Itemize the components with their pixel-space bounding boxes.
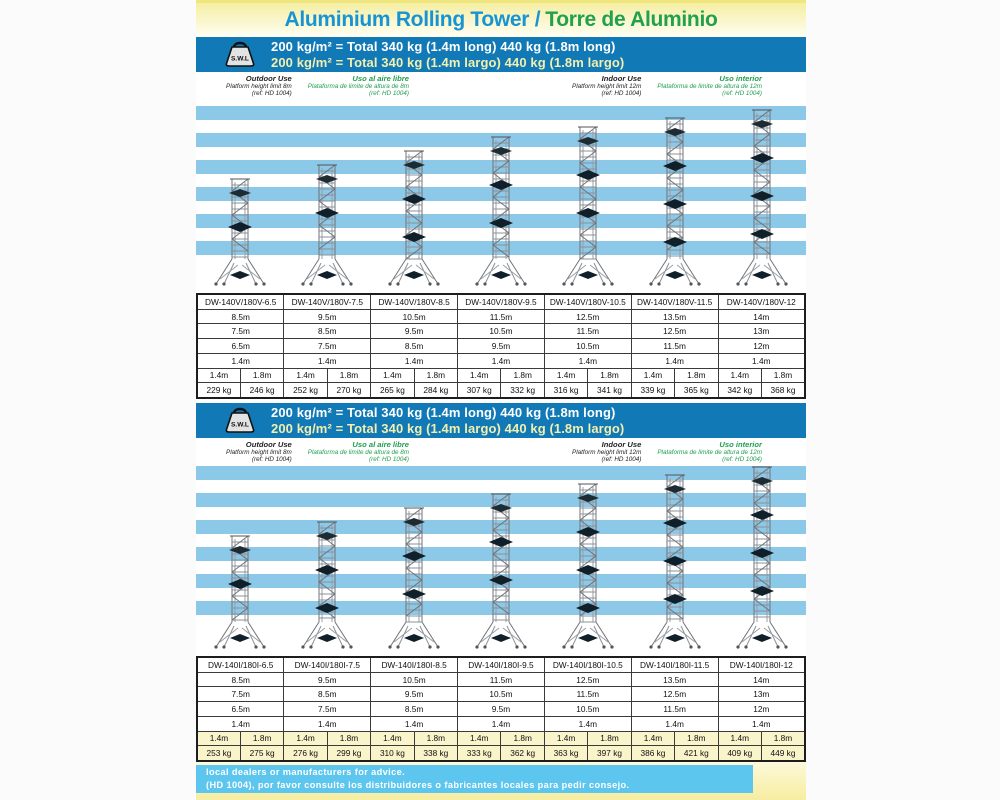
swl-line-es: 200 kg/m² = Total 340 kg (1.4m largo) 440 kg (1.8m largo) (271, 420, 625, 436)
model-cell: DW-140V/180V-12 (718, 294, 805, 309)
height-cell: 1.4m (458, 353, 545, 368)
weight-cell: 362 kg (501, 746, 544, 761)
platform-length-cell: 1.4m (197, 731, 240, 746)
height-cell: 6.5m (197, 339, 284, 354)
tower-illustration (555, 480, 621, 655)
height-cell: 8.5m (284, 687, 371, 702)
platform-length-cell: 1.8m (675, 731, 718, 746)
height-cell: 10.5m (371, 309, 458, 324)
height-cell: 11.5m (631, 339, 718, 354)
height-cell: 1.4m (718, 716, 805, 731)
platform-length-cell: 1.8m (588, 731, 631, 746)
tower-illustration (381, 504, 447, 655)
outdoor-use-label-en: Outdoor Use Platform height limit 8m (ref: HD 1004) (226, 74, 292, 97)
weight-cell: 386 kg (631, 746, 674, 761)
weight-cell: 332 kg (501, 383, 544, 398)
swl-bar-2 (196, 403, 806, 438)
model-cell: DW-140I/180I-8.5 (371, 657, 458, 672)
height-cell: 9.5m (284, 309, 371, 324)
height-cell: 1.4m (718, 353, 805, 368)
height-cell: 12.5m (631, 687, 718, 702)
height-cell: 10.5m (544, 339, 631, 354)
swl-text (271, 405, 624, 436)
weight-cell: 276 kg (284, 746, 327, 761)
weight-cell: 449 kg (761, 746, 805, 761)
platform-length-cell: 1.4m (458, 731, 501, 746)
weight-cell: 253 kg (197, 746, 240, 761)
platform-length-cell: 1.8m (327, 731, 370, 746)
height-cell: 12m (718, 702, 805, 717)
model-cell: DW-140I/180I-11.5 (631, 657, 718, 672)
outdoor-use-label-es: Uso al aire libre Plataforma de limite de altura de 8m (ref: HD 1004) (307, 74, 409, 97)
swl-text (271, 39, 624, 70)
height-cell: 1.4m (284, 353, 371, 368)
height-row (197, 309, 805, 324)
weight-cell: 333 kg (458, 746, 501, 761)
height-cell: 12.5m (544, 672, 631, 687)
model-cell: DW-140I/180I-9.5 (458, 657, 545, 672)
platform-length-row (197, 368, 805, 383)
page-title-es: Torre de Aluminio (545, 8, 718, 31)
platform-length-cell: 1.4m (371, 731, 414, 746)
height-cell: 11.5m (458, 309, 545, 324)
swl-line-es: 200 kg/m² = Total 340 kg (1.4m largo) 440 kg (1.8m largo) (271, 54, 625, 70)
height-row (197, 702, 805, 717)
height-cell: 13.5m (631, 672, 718, 687)
platform-length-cell: 1.8m (761, 368, 805, 383)
height-cell: 11.5m (631, 702, 718, 717)
weight-cell: 421 kg (675, 746, 718, 761)
indoor-use-label-en: Indoor Use Platform height limit 12m (ref: HD 1004) (572, 74, 642, 97)
page-title (196, 0, 806, 37)
height-cell: 11.5m (544, 324, 631, 339)
weight-cell: 299 kg (327, 746, 370, 761)
height-row (197, 672, 805, 687)
height-cell: 1.4m (197, 353, 284, 368)
model-row (197, 294, 805, 309)
tower-illustration (555, 123, 621, 292)
platform-length-cell: 1.8m (414, 731, 457, 746)
tower-illustration (381, 147, 447, 292)
model-cell: DW-140V/180V-6.5 (197, 294, 284, 309)
platform-length-cell: 1.8m (588, 368, 631, 383)
weight-cell: 409 kg (718, 746, 761, 761)
weight-cell: 363 kg (544, 746, 587, 761)
height-cell: 1.4m (631, 716, 718, 731)
platform-length-cell: 1.8m (675, 368, 718, 383)
height-row (197, 324, 805, 339)
height-cell: 10.5m (544, 702, 631, 717)
height-cell: 7.5m (284, 339, 371, 354)
weight-cell: 284 kg (414, 383, 457, 398)
height-row (197, 339, 805, 354)
indoor-use-label-es: Uso interior Plataforma de limite de altura de 12m (ref: HD 1004) (657, 440, 762, 463)
height-cell: 11.5m (544, 687, 631, 702)
platform-length-cell: 1.8m (761, 731, 805, 746)
weight-cell: 310 kg (371, 746, 414, 761)
platform-length-cell: 1.4m (718, 368, 761, 383)
platform-length-cell: 1.4m (544, 731, 587, 746)
platform-length-cell: 1.8m (501, 731, 544, 746)
model-cell: DW-140V/180V-10.5 (544, 294, 631, 309)
weight-cell: 342 kg (718, 383, 761, 398)
swl-line-en: 200 kg/m² = Total 340 kg (1.4m long) 440 kg (1.8m long) (271, 405, 616, 420)
platform-length-row (197, 731, 805, 746)
height-cell: 13.5m (631, 309, 718, 324)
tower-illustration (468, 133, 534, 292)
tower-illustration (642, 114, 708, 292)
height-cell: 1.4m (284, 716, 371, 731)
tower-illustration (294, 161, 360, 292)
weight-cell: 365 kg (675, 383, 718, 398)
height-cell: 9.5m (371, 324, 458, 339)
height-row (197, 687, 805, 702)
usage-labels-2 (196, 438, 806, 466)
height-cell: 11.5m (458, 672, 545, 687)
weight-cell: 339 kg (631, 383, 674, 398)
indoor-use-label-en: Indoor Use Platform height limit 12m (ref: HD 1004) (572, 440, 642, 463)
height-cell: 9.5m (458, 702, 545, 717)
height-cell: 8.5m (371, 702, 458, 717)
outdoor-use-label-es: Uso al aire libre Plataforma de limite de altura de 8m (ref: HD 1004) (307, 440, 409, 463)
footer-line-en: local dealers or manufacturers for advice. (206, 767, 406, 777)
platform-length-cell: 1.4m (371, 368, 414, 383)
height-cell: 12.5m (631, 324, 718, 339)
model-cell: DW-140I/180I-7.5 (284, 657, 371, 672)
height-cell: 9.5m (371, 687, 458, 702)
height-cell: 1.4m (544, 353, 631, 368)
height-cell: 9.5m (458, 339, 545, 354)
height-cell: 10.5m (458, 687, 545, 702)
model-cell: DW-140I/180I-6.5 (197, 657, 284, 672)
weight-cell: 229 kg (197, 383, 240, 398)
height-cell: 7.5m (197, 687, 284, 702)
model-cell: DW-140I/180I-12 (718, 657, 805, 672)
weight-cell: 397 kg (588, 746, 631, 761)
spec-table-wrap-1 (196, 293, 806, 399)
platform-length-cell: 1.4m (284, 731, 327, 746)
tower-illustration (729, 466, 795, 655)
platform-length-cell: 1.4m (197, 368, 240, 383)
height-cell: 1.4m (544, 716, 631, 731)
height-cell: 14m (718, 672, 805, 687)
usage-labels-1 (196, 72, 806, 106)
tower-illustration (468, 490, 534, 655)
height-cell: 8.5m (197, 309, 284, 324)
model-row (197, 657, 805, 672)
model-cell: DW-140V/180V-11.5 (631, 294, 718, 309)
page-body (196, 0, 806, 800)
platform-length-cell: 1.8m (501, 368, 544, 383)
footer-note (196, 765, 753, 793)
platform-length-cell: 1.8m (414, 368, 457, 383)
height-cell: 7.5m (197, 324, 284, 339)
outdoor-use-label-en: Outdoor Use Platform height limit 8m (ref: HD 1004) (226, 440, 292, 463)
height-row (197, 716, 805, 731)
model-cell: DW-140V/180V-7.5 (284, 294, 371, 309)
tower-illustration (294, 518, 360, 655)
spec-table (196, 656, 806, 762)
model-cell: DW-140V/180V-9.5 (458, 294, 545, 309)
weight-cell: 270 kg (327, 383, 370, 398)
page-title-en: Aluminium Rolling Tower / (284, 8, 541, 31)
model-cell: DW-140V/180V-8.5 (371, 294, 458, 309)
height-cell: 9.5m (284, 672, 371, 687)
height-cell: 6.5m (197, 702, 284, 717)
weight-cell: 252 kg (284, 383, 327, 398)
height-cell: 7.5m (284, 702, 371, 717)
height-cell: 1.4m (631, 353, 718, 368)
swl-weight-icon (220, 406, 260, 436)
footer-line-es: (HD 1004), por favor consulte los distribuidores o fabricantes locales para pedir consejo. (206, 780, 630, 790)
height-cell: 1.4m (197, 716, 284, 731)
platform-length-cell: 1.8m (240, 731, 283, 746)
height-cell: 8.5m (197, 672, 284, 687)
swl-weight-icon (220, 40, 260, 70)
swl-bar-1 (196, 37, 806, 72)
weight-cell: 341 kg (588, 383, 631, 398)
platform-length-cell: 1.4m (631, 368, 674, 383)
height-cell: 14m (718, 309, 805, 324)
weight-cell: 246 kg (240, 383, 283, 398)
model-cell: DW-140I/180I-10.5 (544, 657, 631, 672)
swl-icon-label: S.W.L (231, 55, 249, 62)
platform-length-cell: 1.8m (327, 368, 370, 383)
weight-cell: 307 kg (458, 383, 501, 398)
platform-length-cell: 1.4m (458, 368, 501, 383)
weight-cell: 316 kg (544, 383, 587, 398)
height-cell: 1.4m (371, 353, 458, 368)
weight-cell: 338 kg (414, 746, 457, 761)
weight-cell: 265 kg (371, 383, 414, 398)
height-cell: 8.5m (371, 339, 458, 354)
weight-row (197, 383, 805, 398)
height-cell: 1.4m (458, 716, 545, 731)
platform-length-cell: 1.4m (631, 731, 674, 746)
swl-icon-label: S.W.L (231, 421, 249, 428)
height-cell: 12.5m (544, 309, 631, 324)
height-cell: 1.4m (371, 716, 458, 731)
swl-line-en: 200 kg/m² = Total 340 kg (1.4m long) 440 kg (1.8m long) (271, 39, 616, 54)
platform-length-cell: 1.4m (544, 368, 587, 383)
platform-length-cell: 1.4m (284, 368, 327, 383)
platform-length-cell: 1.4m (718, 731, 761, 746)
tower-illustration (207, 532, 273, 655)
height-cell: 12m (718, 339, 805, 354)
indoor-use-label-es: Uso interior Plataforma de limite de altura de 12m (ref: HD 1004) (657, 74, 762, 97)
height-cell: 13m (718, 324, 805, 339)
weight-cell: 368 kg (761, 383, 805, 398)
spec-table-wrap-2 (196, 656, 806, 762)
platform-length-cell: 1.8m (240, 368, 283, 383)
tower-illustration (729, 106, 795, 292)
height-cell: 13m (718, 687, 805, 702)
height-row (197, 353, 805, 368)
tower-image-strip-1 (196, 106, 806, 293)
spec-table (196, 293, 806, 399)
tower-illustration (207, 175, 273, 292)
height-cell: 10.5m (458, 324, 545, 339)
tower-illustration (642, 471, 708, 655)
page-footer (196, 762, 806, 800)
height-cell: 8.5m (284, 324, 371, 339)
height-cell: 10.5m (371, 672, 458, 687)
weight-cell: 275 kg (240, 746, 283, 761)
tower-image-strip-2 (196, 466, 806, 656)
weight-row (197, 746, 805, 761)
